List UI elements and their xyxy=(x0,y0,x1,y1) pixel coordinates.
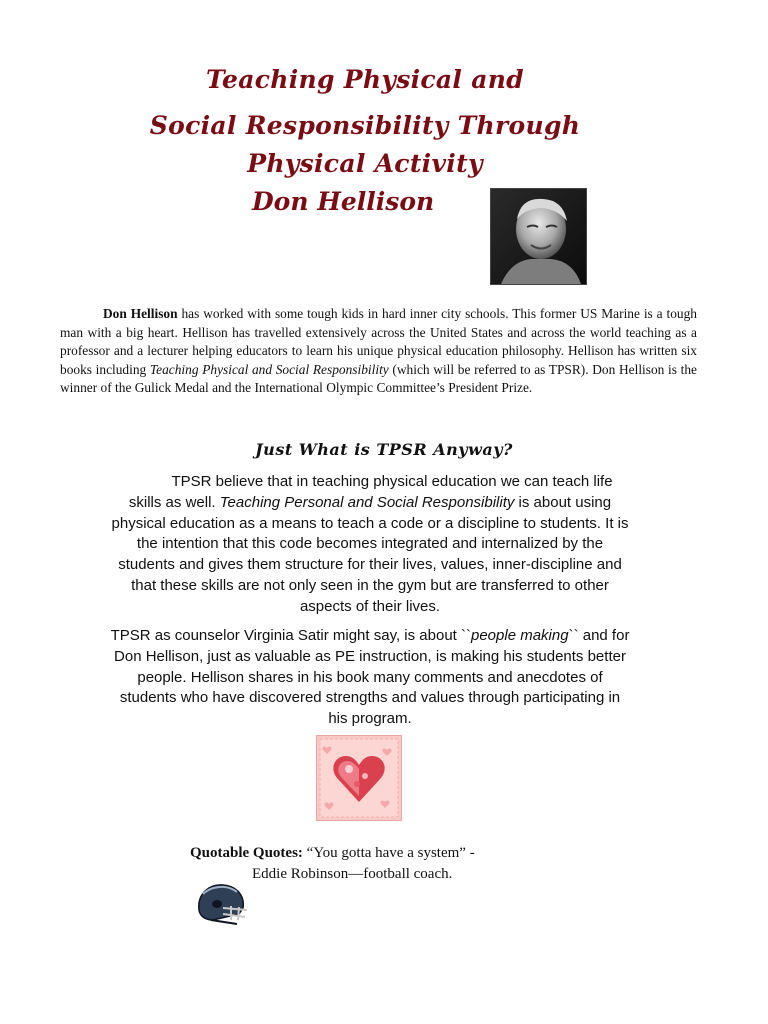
bio-text-1: has worked with some tough kids in hard inner city schools. This former US Marine is a tough man with a big heart. Hellison has travelled extensively across the United States and across the world teaching as a professor and a lecturer helping educators to learn his unique physical education philosophy. Hellison has written six books including xyxy=(60,306,697,377)
tpsr-paragraph-1 xyxy=(110,472,630,618)
author-portrait-photo xyxy=(490,188,587,285)
quote-label: Quotable Quotes: xyxy=(190,845,303,861)
author-bio-paragraph xyxy=(60,305,697,398)
bio-book-title: Teaching Physical and Social Responsibility xyxy=(149,361,389,377)
bio-lead-name: Don Hellison xyxy=(103,306,178,321)
para2-italic: people making xyxy=(471,627,569,644)
para2-text-2: `` and for Don Hellison, just as valuable as PE instruction, is making his students better people. Hellison shares in his book many comments and anecdotes of students who have discovered strengths and values through participating in his program. xyxy=(114,627,630,728)
quote-text: “You gotta have a system” - xyxy=(302,845,475,861)
section-heading: Just What is TPSR Anyway? xyxy=(255,440,513,459)
para1-text-2: is about using physical education as a means to teach a code or a discipline to students. It is the intention that this code becomes integrated and internalized by the students and gives them structure for their lives, values, inner-discipline and that these skills are not only seen in the gym but are transferred to other aspects of their lives. xyxy=(111,493,629,615)
quote-attribution: Eddie Robinson—football coach. xyxy=(252,866,453,882)
heart-icon xyxy=(316,735,402,821)
para2-text-1: TPSR as counselor Virginia Satir might say, is about `` xyxy=(110,627,471,644)
title-line-1: Teaching Physical and xyxy=(206,65,524,94)
tpsr-paragraph-2 xyxy=(110,626,630,730)
title-line-2: Social Responsibility Through xyxy=(149,111,581,140)
para1-italic: Teaching Personal and Social Responsibility xyxy=(219,493,515,511)
quotable-quote xyxy=(190,843,550,885)
football-helmet-icon xyxy=(193,880,249,928)
title-line-3: Physical Activity xyxy=(247,149,483,178)
para1-text-1: TPSR believe that in teaching physical education we can teach life skills as well. xyxy=(128,473,613,511)
author-name: Don Hellison xyxy=(252,187,435,216)
bio-text-2: (which will be referred to as TPSR). Don Hellison is the winner of the Gulick Medal and the International Olympic Committee’s President Prize. xyxy=(60,361,697,395)
